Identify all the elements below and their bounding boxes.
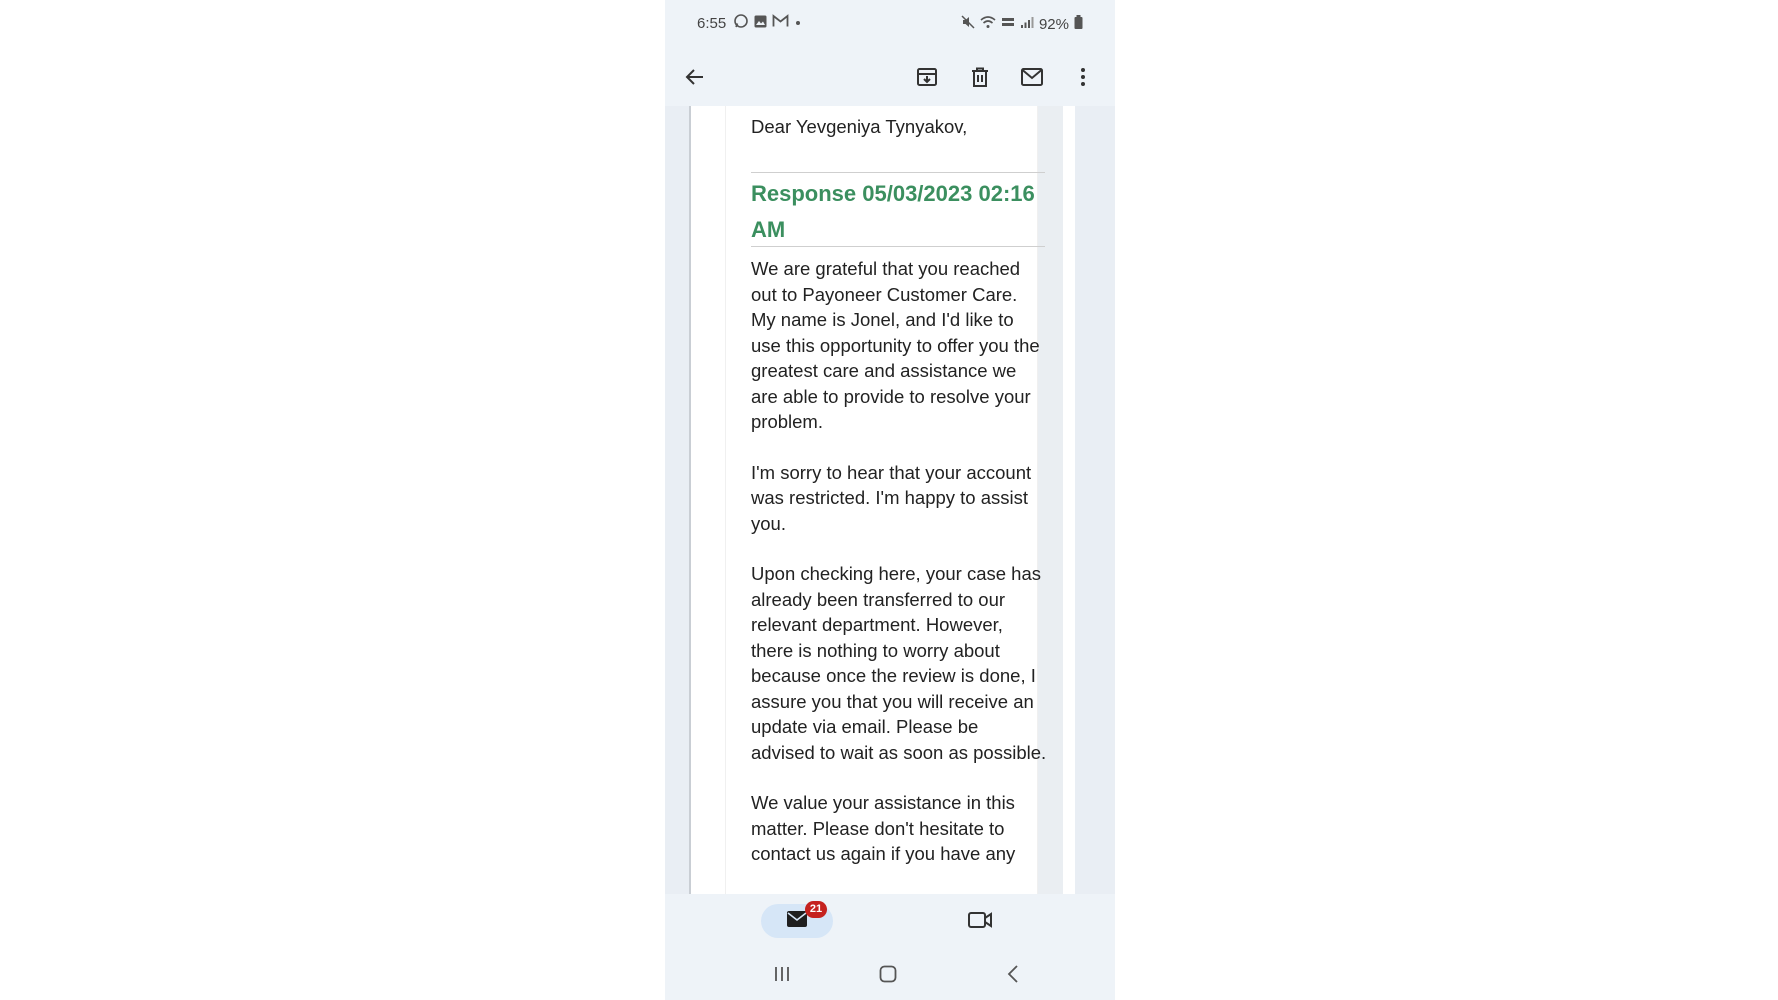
email-toolbar bbox=[665, 48, 1115, 106]
divider bbox=[751, 172, 1045, 173]
back-arrow-icon[interactable] bbox=[678, 60, 712, 94]
email-greeting: Dear Yevgeniya Tynyakov, bbox=[751, 116, 968, 137]
status-time: 6:55 bbox=[697, 15, 727, 32]
whatsapp-icon bbox=[733, 13, 749, 34]
bottom-nav bbox=[665, 894, 1115, 1000]
email-body bbox=[751, 256, 1047, 892]
back-icon[interactable] bbox=[993, 960, 1033, 988]
recent-apps-icon[interactable] bbox=[762, 960, 802, 988]
mark-unread-icon[interactable] bbox=[1015, 60, 1049, 94]
wifi-icon bbox=[980, 16, 996, 33]
body-paragraph: I'm sorry to hear that your account was restricted. I'm happy to assist you. bbox=[751, 461, 1032, 534]
body-paragraph: Upon checking here, your case has already been transferred to our relevant department. However, there is nothing to worry about because once the review is done, I assure you that you will receive an update via email. Please be advised to wait as soon as possible. bbox=[751, 563, 1047, 763]
body-paragraph: We are grateful that you reached out to Payoneer Customer Care. My name is Jonel, and I'd like to use this opportunity to offer you the greatest care and assistance we are able to provide to resolve your problem. bbox=[751, 258, 1040, 432]
dot-icon bbox=[793, 15, 803, 33]
email-content bbox=[665, 106, 1115, 894]
more-options-icon[interactable] bbox=[1066, 60, 1100, 94]
gallery-icon bbox=[753, 14, 768, 34]
unread-count-badge: 21 bbox=[805, 901, 827, 918]
battery-icon bbox=[1074, 15, 1083, 33]
mute-icon bbox=[961, 15, 975, 33]
signal-icon bbox=[1020, 16, 1034, 33]
phone-screen bbox=[665, 0, 1115, 1000]
mail-icon bbox=[786, 910, 808, 933]
archive-icon[interactable] bbox=[910, 60, 944, 94]
notification-icons bbox=[733, 13, 803, 34]
battery-percent: 92% bbox=[1038, 15, 1069, 33]
home-icon[interactable] bbox=[868, 960, 908, 988]
body-paragraph: We value your assistance in this matter. Please don't hesitate to contact us again if you have any bbox=[751, 792, 1016, 864]
meet-tab[interactable] bbox=[963, 907, 997, 937]
volte-icon bbox=[1001, 16, 1015, 33]
system-status bbox=[961, 15, 1083, 33]
delete-icon[interactable] bbox=[963, 60, 997, 94]
divider bbox=[751, 246, 1045, 247]
response-header: Response 05/03/2023 02:16 AM bbox=[751, 181, 1035, 242]
gmail-icon bbox=[772, 14, 789, 33]
meet-icon bbox=[967, 910, 993, 935]
status-bar bbox=[665, 0, 1115, 48]
